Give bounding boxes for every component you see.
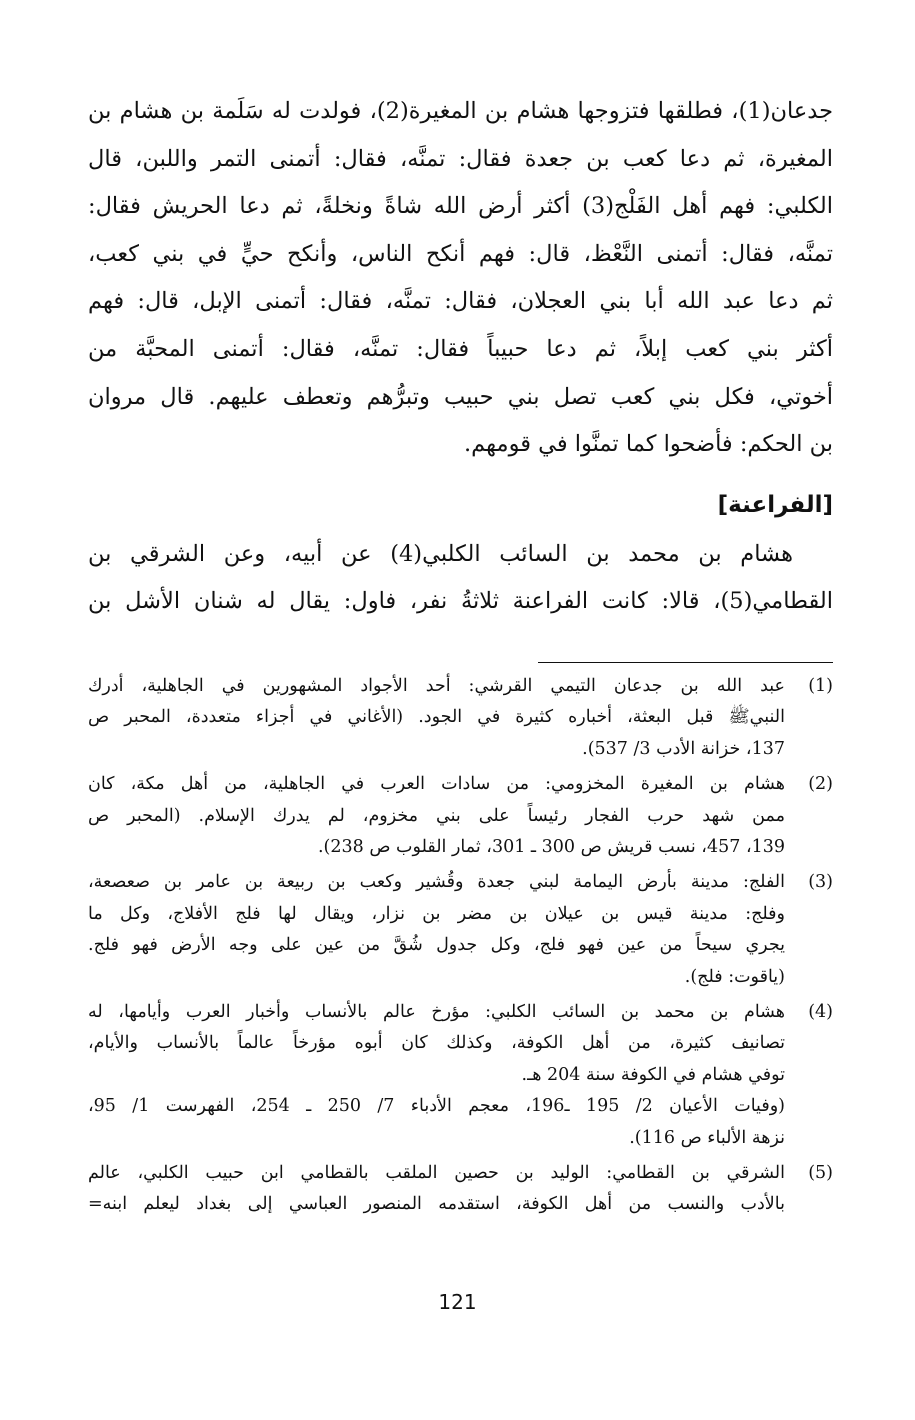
footnote-line: وفلج: مدينة قيس بن عيلان بن مضر بن نزار، ويقال لها فلج الأفلاج، وكل ما xyxy=(88,903,785,924)
footnote-line: توفي هشام في الكوفة سنة 204 هـ. xyxy=(521,1064,785,1085)
paragraph-2 xyxy=(88,531,833,626)
text-line: بن الحكم: فأضحوا كما تمنَّوا في قومهم. xyxy=(464,431,833,458)
text-line: هشام بن محمد بن السائب الكلبي(4) عن أبيه، وعن الشرقي بن xyxy=(88,540,793,567)
footnote-line: (وفيات الأعيان 2/ 195 ـ196، معجم الأدباء 7/ 250 ـ 254، الفهرست 1/ 95، xyxy=(88,1096,785,1117)
footnotes xyxy=(88,671,833,1221)
footnote-line: هشام بن محمد بن السائب الكلبي: مؤرخ عالم بالأنساب وأخبار العرب وأيامها، له xyxy=(88,1002,785,1022)
section-heading: [الفراعنة] xyxy=(717,491,833,518)
footnote-number: (5) xyxy=(808,1163,833,1184)
text-line: جدعان(1)، فطلقها فتزوجها هشام بن المغيرة(2)، فولدت له سَلَمة بن هشام بن xyxy=(88,98,833,124)
text-line: أخوتي، فكل بني كعب تصل بني حبيب وتبرُّهم وتعطف عليهم. قال مروان xyxy=(88,383,833,410)
text-line: الكلبي: فهم أهل الفَلْج(3) أكثر أرض الله شاةً ونخلةً، ثم دعا الحريش فقال: xyxy=(88,193,833,220)
paragraph-1 xyxy=(88,88,833,469)
footnote-1 xyxy=(88,671,833,765)
footnote-line: ممن شهد حرب الفجار رئيساً على بني مخزوم، لم يدرك الإسلام. (المحبر ص xyxy=(88,805,785,826)
footnote-3 xyxy=(88,867,833,993)
footnote-line: يجري سيحاً من عين فهو فلج، وكل جدول شُقَّ من عين على وجه الأرض فهو فلج. xyxy=(88,935,785,956)
footnote-4 xyxy=(88,997,833,1154)
page-body xyxy=(88,88,833,1225)
footnote-line: 139، 457، نسب قريش ص 300 ـ 301، ثمار القلوب ص 238). xyxy=(317,836,785,857)
footnote-5 xyxy=(88,1158,833,1221)
footnote-line: 137، خزانة الأدب 3/ 537). xyxy=(582,738,785,759)
footnote-line: النبيﷺ قبل البعثة، أخباره كثيرة في الجود. (الأغاني في أجزاء متعددة، المحبر ص xyxy=(88,707,785,728)
footnote-line: الشرقي بن القطامي: الوليد بن حصين الملقب بالقطامي ابن حبيب الكلبي، عالم xyxy=(88,1163,785,1184)
footnote-line: بالأدب والنسب من أهل الكوفة، استقدمه المنصور العباسي إلى بغداد ليعلم ابنه= xyxy=(88,1194,785,1215)
page-number: 121 xyxy=(438,1290,477,1314)
text-line: القطامي(5)، قالا: كانت الفراعنة ثلاثةُ نفر، فاول: يقال له شنان الأشل بن xyxy=(88,588,833,615)
footnote-2 xyxy=(88,769,833,863)
text-line: تمنَّه، فقال: أتمنى النَّعْظ، قال: فهم أنكح الناس، وأنكح حيٍّ في بني كعب، xyxy=(88,240,833,267)
footnote-line: (ياقوت: فلج). xyxy=(684,966,785,987)
footnote-line: الفلج: مدينة بأرض اليمامة لبني جعدة وقُشير وكعب بن ربيعة بن عامر بن صعصعة، xyxy=(88,872,785,893)
text-line: ثم دعا عبد الله أبا بني العجلان، فقال: تمنَّه، فقال: أتمنى الإبل، قال: فهم xyxy=(88,288,833,315)
footnote-separator xyxy=(538,662,833,663)
footnote-line: عبد الله بن جدعان التيمي القرشي: أحد الأجواد المشهورين في الجاهلية، أدرك xyxy=(88,675,785,696)
footnote-line: نزهة الألباء ص 116). xyxy=(629,1127,785,1148)
footnote-line: هشام بن المغيرة المخزومي: من سادات العرب في الجاهلية، من أهل مكة، كان xyxy=(88,774,785,795)
footnote-number: (1) xyxy=(808,675,833,696)
text-line: أكثر بني كعب إبلاً، ثم دعا حبيباً فقال: تمنَّه، فقال: أتمنى المحبَّة من xyxy=(88,335,833,362)
footnote-line: تصانيف كثيرة، من أهل الكوفة، وكذلك كان أبوه مؤرخاً عالماً بالأنساب والأيام، xyxy=(88,1033,785,1054)
footnote-number: (3) xyxy=(808,872,833,893)
footnote-number: (2) xyxy=(808,774,833,795)
text-line: المغيرة، ثم دعا كعب بن جعدة فقال: تمنَّه، فقال: أتمنى التمر واللبن، قال xyxy=(88,145,833,172)
footnote-number: (4) xyxy=(808,1002,833,1022)
main-text xyxy=(88,88,833,626)
